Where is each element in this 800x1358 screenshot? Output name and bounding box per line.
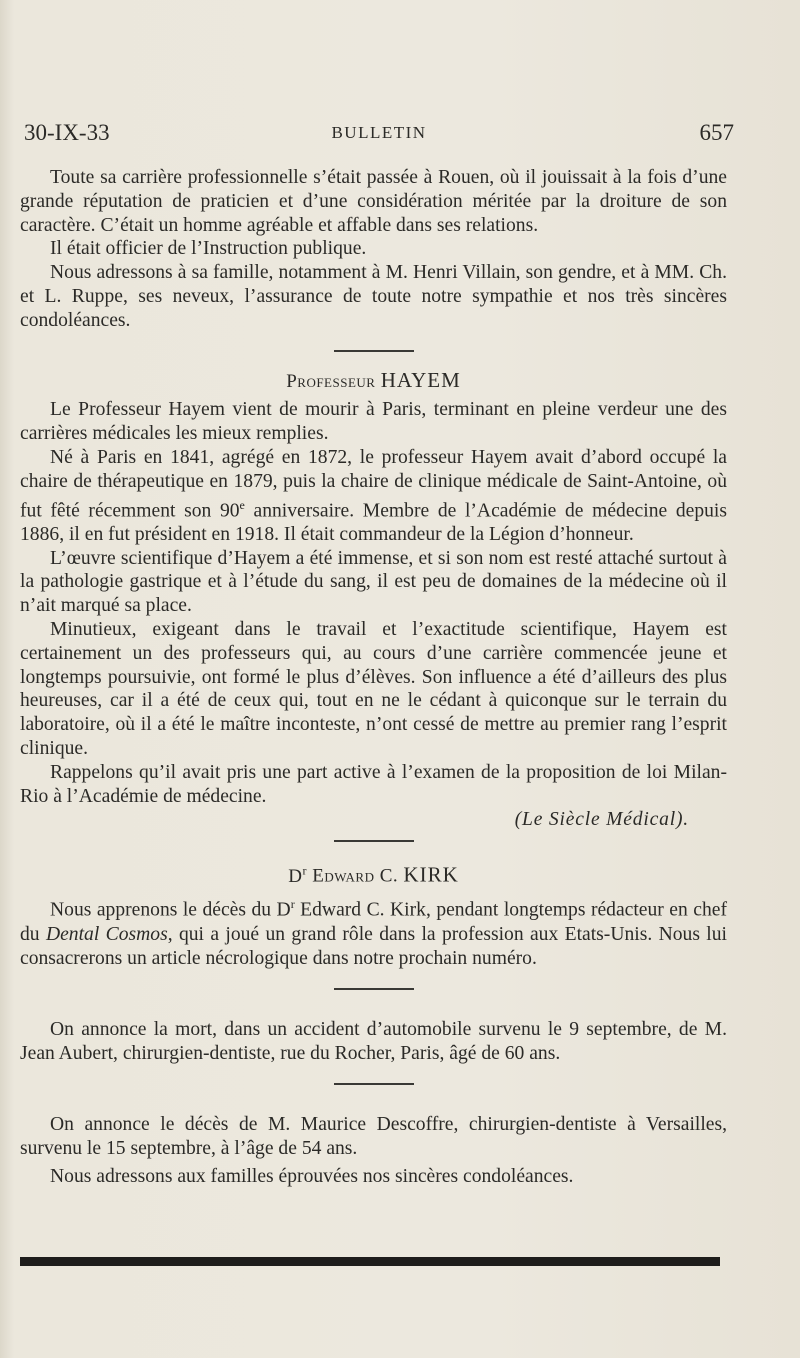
descoffre-paragraph-1: On annonce le décès de M. Maurice Descoffre, chirurgien-dentiste à Versailles, survenu le 15 septembre, à l’âge de 54 ans. bbox=[20, 1113, 727, 1159]
page-number: 657 bbox=[699, 120, 734, 145]
kirk-journal-title: Dental Cosmos bbox=[45, 923, 168, 945]
hayem-p2-text-b: anniversaire. Membre de l’Académie de médecine depuis 1886, il en fut président en 1918. Il était commandeur de la Légion d’honneur. bbox=[20, 500, 727, 545]
page-bottom-bar bbox=[20, 1257, 720, 1266]
hayem-heading bbox=[20, 369, 727, 394]
hayem-p2-text-a: Né à Paris en 1841, agrégé en 1872, le professeur Hayem avait d’abord occupé la chaire de thérapeutique en 1879, puis la chaire de clinique médicale de Saint-Antoine, où fut fêté récemment son 90 bbox=[20, 446, 727, 522]
kirk-p1-text-c: , qui a joué un grand rôle dans la profession aux Etats-Unis. Nous lui consacrerons un article nécrologique dans notre prochain numéro. bbox=[20, 923, 727, 969]
hayem-paragraph-3: L’œuvre scientifique d’Hayem a été immense, et si son nom est resté attaché surtout à la pathologie gastrique et à l’étude du sang, il est peu de domaines de la médecine où il n’ait marqué sa place. bbox=[20, 547, 727, 617]
kirk-p1-text-b: Edward C. Kirk, pendant longtemps rédacteur en chef du bbox=[20, 899, 727, 945]
section-divider bbox=[334, 840, 414, 842]
kirk-heading-name: KIRK bbox=[403, 862, 459, 887]
hayem-paragraph-1: Le Professeur Hayem vient de mourir à Paris, terminant en pleine verdeur une des carrières médicales les mieux remplies. bbox=[20, 399, 727, 445]
aubert-paragraph: On annonce la mort, dans un accident d’automobile survenu le 9 septembre, de M. Jean Aubert, chirurgien-dentiste, rue du Rocher, Paris, âgé de 60 ans. bbox=[20, 1019, 727, 1065]
intro-paragraph-1: Toute sa carrière professionnelle s’était passée à Rouen, où il jouissait à la fois d’une grande réputation de praticien et d’une considération méritée par la droiture de son caractère. C’était un homme agréable et affable dans ses relations. bbox=[20, 167, 727, 236]
kirk-heading bbox=[20, 859, 727, 888]
hayem-paragraph-2 bbox=[20, 446, 727, 547]
hayem-heading-prefix: Professeur bbox=[286, 370, 376, 392]
kirk-heading-dr-letter: D bbox=[288, 865, 303, 887]
page-body bbox=[20, 166, 727, 1189]
section-divider bbox=[334, 988, 414, 990]
page-header bbox=[24, 120, 734, 150]
hayem-heading-name: HAYEM bbox=[380, 367, 461, 392]
kirk-p1-text-a: Nous apprenons le décès du D bbox=[50, 899, 291, 921]
section-divider bbox=[334, 350, 414, 352]
running-title: BULLETIN bbox=[331, 123, 427, 142]
kirk-heading-dr bbox=[288, 863, 307, 887]
descoffre-paragraph-2: Nous adressons aux familles éprouvées nos sincères condoléances. bbox=[50, 1166, 574, 1188]
hayem-paragraph-5: Rappelons qu’il avait pris une part active à l’examen de la proposition de loi Milan-Rio à l’Académie de médecine. bbox=[20, 761, 727, 807]
kirk-p1-superscript: r bbox=[290, 897, 295, 912]
hayem-source: (Le Siècle Médical). bbox=[514, 809, 689, 831]
kirk-heading-dr-sup: r bbox=[302, 863, 307, 878]
issue-date: 30-IX-33 bbox=[24, 120, 110, 145]
kirk-paragraph-1 bbox=[20, 893, 727, 970]
kirk-heading-first: Edward C. bbox=[312, 865, 399, 887]
section-divider bbox=[334, 1083, 414, 1085]
intro-paragraph-2: Il était officier de l’Instruction publique. bbox=[50, 238, 367, 260]
hayem-paragraph-4: Minutieux, exigeant dans le travail et l’exactitude scientifique, Hayem est certainement un des professeurs qui, au cours d’une carrière commencée jeune et longtemps poursuivie, ont formé le plus d’élèves. Son influence a été d’ailleurs des plus heureuses, car il a été de ceux qui, tout en ne le cédant à quiconque sur le terrain du laboratoire, où il a été le maître inconteste, n’ont cessé de mettre au premier rang l’esprit clinique. bbox=[20, 619, 727, 760]
intro-paragraph-3: Nous adressons à sa famille, notamment à M. Henri Villain, son gendre, et à MM. Ch. et L. Ruppe, ses neveux, l’assurance de toute notre sympathie et nos très sincères condoléances. bbox=[20, 262, 727, 331]
hayem-p2-superscript: e bbox=[239, 497, 245, 512]
